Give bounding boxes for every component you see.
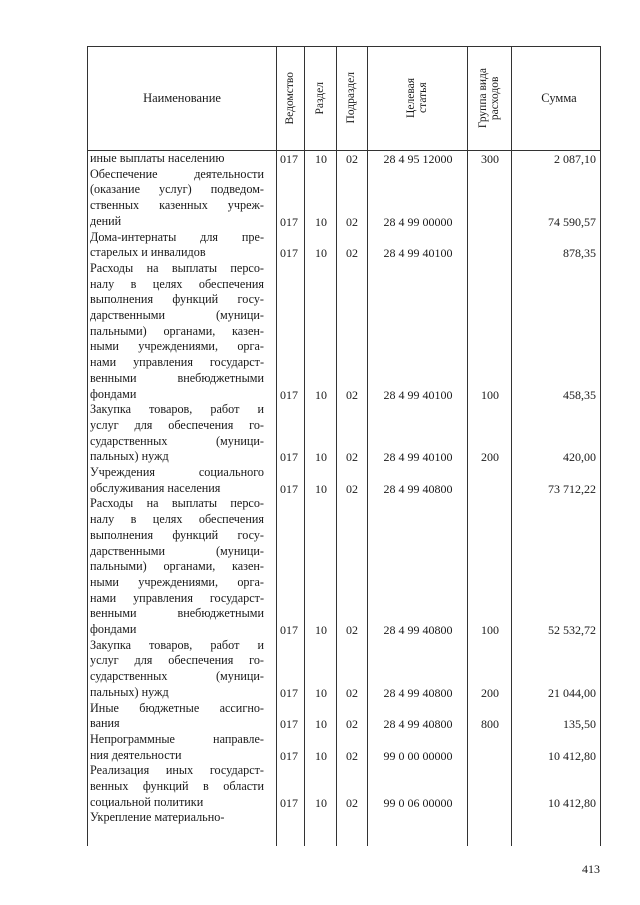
header-gruppa-cell [467, 46, 511, 150]
razdel-cell: 10 [315, 152, 327, 166]
podrazdel-cell: 02 [346, 450, 358, 465]
row-name-line: фондами [90, 386, 137, 401]
row-name-line: выполнения функций госу- [90, 527, 264, 542]
row-name-line: венными внебюджетными [90, 606, 264, 621]
row-name-line: венных функций в области [90, 779, 264, 793]
celevaya-cell: 28 4 99 40800 [383, 685, 453, 700]
row-name-line: обслуживания населения [90, 480, 221, 495]
row-name-line: нами управления государст- [90, 355, 264, 370]
row-name-line: ния деятельности [90, 747, 182, 762]
row-name-line: ственных казенных учреж- [90, 198, 264, 213]
ved-cell: 017 [280, 246, 298, 261]
celevaya-cell: 28 4 99 40100 [383, 387, 453, 402]
celevaya-cell: 28 4 95 12000 [383, 152, 453, 166]
row-name-line: сударственных (муници- [90, 669, 264, 684]
row-name-line: социальной политики [90, 794, 204, 809]
razdel-cell: 10 [315, 481, 327, 496]
row-name-line: услуг для обеспечения го- [90, 653, 264, 668]
razdel-cell: 10 [315, 795, 327, 810]
header-ved-cell [276, 46, 304, 150]
row-name-line: (оказание услуг) подведом- [90, 182, 264, 197]
ved-cell: 017 [280, 717, 298, 732]
row-name [90, 465, 264, 496]
row-name-line: дений [90, 213, 122, 228]
summa-cell: 73 712,22 [548, 481, 596, 496]
row-name-line: сударственных (муници- [90, 433, 264, 448]
razdel-cell: 10 [315, 450, 327, 465]
razdel-cell: 10 [315, 214, 327, 229]
ved-cell: 017 [280, 214, 298, 229]
row-name-line: Расходы на выплаты персо- [90, 260, 264, 275]
col-divider-celevaya [467, 46, 468, 846]
summa-cell: 74 590,57 [548, 214, 596, 229]
row-name [90, 638, 264, 701]
row-name-line: Укрепление материально- [90, 810, 225, 825]
header-summa: Сумма [541, 90, 577, 105]
row-name-line: Иные бюджетные ассигно- [90, 700, 264, 715]
row-name-line: дарственными (муници- [90, 543, 264, 558]
row-name-line: дарственными (муници- [90, 308, 264, 322]
col-divider-podrazdel [367, 46, 368, 846]
table-right-border [600, 46, 601, 846]
razdel-cell: 10 [315, 685, 327, 700]
row-name [90, 261, 264, 402]
podrazdel-cell: 02 [346, 748, 358, 763]
col-divider-ved [304, 46, 305, 846]
row-name-line: услуг для обеспечения го- [90, 417, 264, 432]
podrazdel-cell: 02 [346, 717, 358, 732]
row-name [90, 732, 264, 763]
header-podrazdel: Подраздел [345, 72, 358, 124]
gruppa-cell: 800 [481, 717, 499, 732]
row-name-line: Непрограммные направле- [90, 731, 264, 746]
podrazdel-cell: 02 [346, 481, 358, 496]
row-name-line: налу в целях обеспечения [90, 276, 264, 291]
celevaya-cell: 99 0 06 00000 [383, 795, 453, 810]
row-name-line: Закупка товаров, работ и [90, 637, 264, 652]
celevaya-cell: 28 4 99 00000 [383, 214, 453, 229]
row-name [90, 230, 264, 261]
summa-cell: 21 044,00 [548, 685, 596, 700]
row-name [90, 167, 264, 230]
row-name-line: вания [90, 716, 120, 731]
celevaya-cell: 28 4 99 40800 [383, 717, 453, 732]
header-ved: Ведомство [283, 71, 296, 125]
ved-cell: 017 [280, 387, 298, 402]
ved-cell: 017 [280, 623, 298, 637]
podrazdel-cell: 02 [346, 685, 358, 700]
summa-cell: 2 087,10 [554, 152, 596, 166]
header-podrazdel-cell [336, 46, 367, 150]
row-name-line: ными учреждениями, орга- [90, 574, 264, 589]
summa-cell: 10 412,80 [548, 795, 596, 810]
col-divider-razdel [336, 46, 337, 846]
row-name-line: налу в целях обеспечения [90, 512, 264, 527]
ved-cell: 017 [280, 450, 298, 465]
podrazdel-cell: 02 [346, 214, 358, 229]
razdel-cell: 10 [315, 717, 327, 732]
row-name-line: фондами [90, 622, 137, 637]
row-name-line: Дома-интернаты для пре- [90, 229, 264, 244]
row-name-line: выполнения функций госу- [90, 292, 264, 307]
summa-cell: 420,00 [563, 450, 596, 465]
gruppa-cell: 300 [481, 152, 499, 166]
row-name [90, 763, 264, 810]
celevaya-cell: 28 4 99 40800 [383, 481, 453, 496]
row-name-line: Учреждения социального [90, 465, 264, 479]
row-name-line: пальных) нужд [90, 684, 169, 699]
ved-cell: 017 [280, 481, 298, 496]
summa-cell: 135,50 [563, 717, 596, 732]
header-celevaya-cell [367, 46, 467, 150]
row-name-line: ными учреждениями, орга- [90, 339, 264, 354]
razdel-cell: 10 [315, 623, 327, 637]
ved-cell: 017 [280, 152, 298, 166]
row-name-line: пальными) органами, казен- [90, 559, 264, 574]
celevaya-cell: 28 4 99 40800 [383, 623, 453, 637]
row-name-line: иные выплаты населению [90, 151, 225, 165]
row-name [90, 496, 264, 637]
summa-cell: 52 532,72 [548, 623, 596, 637]
gruppa-cell: 100 [481, 623, 499, 637]
row-name-line: Закупка товаров, работ и [90, 402, 264, 417]
row-name [90, 810, 264, 826]
header-razdel: Раздел [313, 81, 326, 115]
summa-cell: 458,35 [563, 387, 596, 402]
razdel-cell: 10 [315, 748, 327, 763]
gruppa-cell: 100 [481, 387, 499, 402]
razdel-cell: 10 [315, 387, 327, 402]
row-name-line: венными внебюджетными [90, 370, 264, 385]
razdel-cell: 10 [315, 246, 327, 261]
podrazdel-cell: 02 [346, 152, 358, 166]
row-name-line: пальных) нужд [90, 449, 169, 464]
celevaya-cell: 28 4 99 40100 [383, 246, 453, 261]
row-name-line: нами управления государст- [90, 590, 264, 605]
header-name: Наименование [143, 90, 221, 105]
row-name-line: пальными) органами, казен- [90, 323, 264, 338]
podrazdel-cell: 02 [346, 246, 358, 261]
gruppa-cell: 200 [481, 685, 499, 700]
podrazdel-cell: 02 [346, 623, 358, 637]
row-name-line: старелых и инвалидов [90, 245, 206, 260]
ved-cell: 017 [280, 685, 298, 700]
ved-cell: 017 [280, 748, 298, 763]
table-left-border [87, 46, 88, 846]
row-name-line: Обеспечение деятельности [90, 166, 264, 181]
row-name [90, 701, 264, 732]
page-number: 413 [582, 862, 600, 876]
row-name [90, 151, 264, 167]
summa-cell: 878,35 [563, 246, 596, 261]
row-name-line: Реализация иных государст- [90, 763, 264, 778]
celevaya-cell: 99 0 00 00000 [383, 748, 453, 763]
header-gruppa: Группа вида расходов [476, 67, 501, 129]
summa-cell: 10 412,80 [548, 748, 596, 763]
celevaya-cell: 28 4 99 40100 [383, 450, 453, 465]
podrazdel-cell: 02 [346, 387, 358, 402]
gruppa-cell: 200 [481, 450, 499, 465]
podrazdel-cell: 02 [346, 795, 358, 810]
row-name [90, 402, 264, 465]
row-name-line: Расходы на выплаты персо- [90, 496, 264, 511]
ved-cell: 017 [280, 795, 298, 810]
header-celevaya: Целевая статья [404, 78, 429, 118]
header-razdel-cell [304, 46, 336, 150]
